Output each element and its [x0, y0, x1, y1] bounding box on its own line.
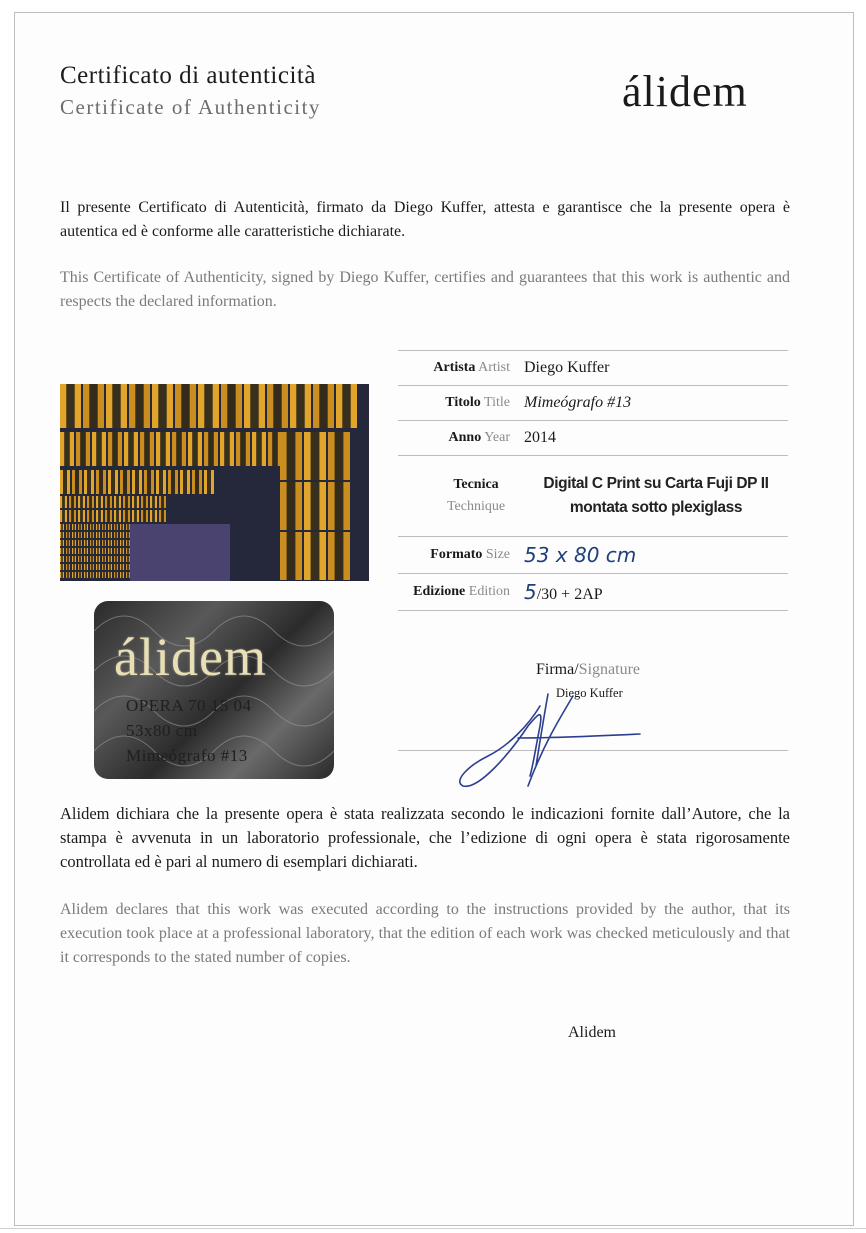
edition-value — [524, 580, 788, 604]
signature-label: Firma/Signature — [536, 661, 640, 678]
details-table — [398, 350, 788, 611]
edition-total: /30 + 2AP — [536, 586, 603, 603]
artwork-photo — [60, 384, 369, 581]
certificate-title-it: Certificato di autenticità — [60, 62, 316, 89]
page-bottom-edge — [0, 1228, 866, 1229]
edition-row — [398, 573, 788, 611]
declaration-paragraph-it: Alidem dichiara che la presente opera è stata realizzata secondo le indicazioni fornite dall’Autore, che la stampa è avvenuta in un laboratorio professionale, che l’edizione di ogni opera è stata rigorosamente controllata ed è pari al numero di esemplari dichiarati. — [60, 804, 790, 871]
title-value: Mimeógrafo #13 — [524, 394, 632, 411]
hologram-title: Mimeógrafo #13 — [126, 746, 248, 765]
technique-row — [398, 455, 788, 536]
technique-value: Digital C Print su Carta Fuji DP II montata sotto plexiglass — [543, 475, 769, 516]
declaration-paragraph-en: Alidem declares that this work was executed according to the instructions provided by the author, that its execution took place at a professional laboratory, that the edition of each work was checked meticulously and that it corresponds to the stated number of copies. — [60, 901, 790, 966]
closing-signature-text: Alidem — [568, 1024, 616, 1041]
edition-number-handwritten: 5 — [524, 580, 537, 604]
year-row — [398, 420, 788, 455]
certificate-title-en: Certificate of Authenticity — [60, 95, 321, 119]
signer-name: Diego Kuffer — [556, 686, 623, 700]
size-label: Formato Size — [430, 547, 510, 562]
title-row — [398, 385, 788, 420]
year-label: Anno Year — [448, 430, 510, 445]
artist-value: Diego Kuffer — [524, 359, 610, 376]
edition-label: Edizione Edition — [413, 584, 510, 599]
title-label: Titolo Title — [445, 395, 510, 410]
hologram-size: 53x80 cm — [126, 721, 198, 740]
size-row — [398, 536, 788, 573]
intro-paragraph-it: Il presente Certificato di Autenticità, firmato da Diego Kuffer, attesta e garantisce che la presente opera è autentica ed è conforme alle caratteristiche dichiarate. — [60, 199, 790, 240]
hologram-brand: álidem — [114, 627, 267, 687]
year-value: 2014 — [524, 429, 556, 446]
artwork-film-canisters-image — [60, 384, 369, 581]
hologram-code: OPERA 70 15 04 — [126, 696, 252, 715]
alidem-logo: álidem — [622, 67, 748, 116]
artist-label: Artista Artist — [433, 360, 510, 375]
intro-paragraph-en: This Certificate of Authenticity, signed by Diego Kuffer, certifies and guarantees that this work is authentic and respects the declared information. — [60, 269, 790, 310]
artist-row — [398, 350, 788, 385]
technique-label: Tecnica Technique — [446, 477, 506, 514]
hologram-seal — [94, 601, 334, 779]
handwritten-signature — [448, 686, 648, 796]
size-value-handwritten: 53 x 80 cm — [524, 543, 637, 567]
